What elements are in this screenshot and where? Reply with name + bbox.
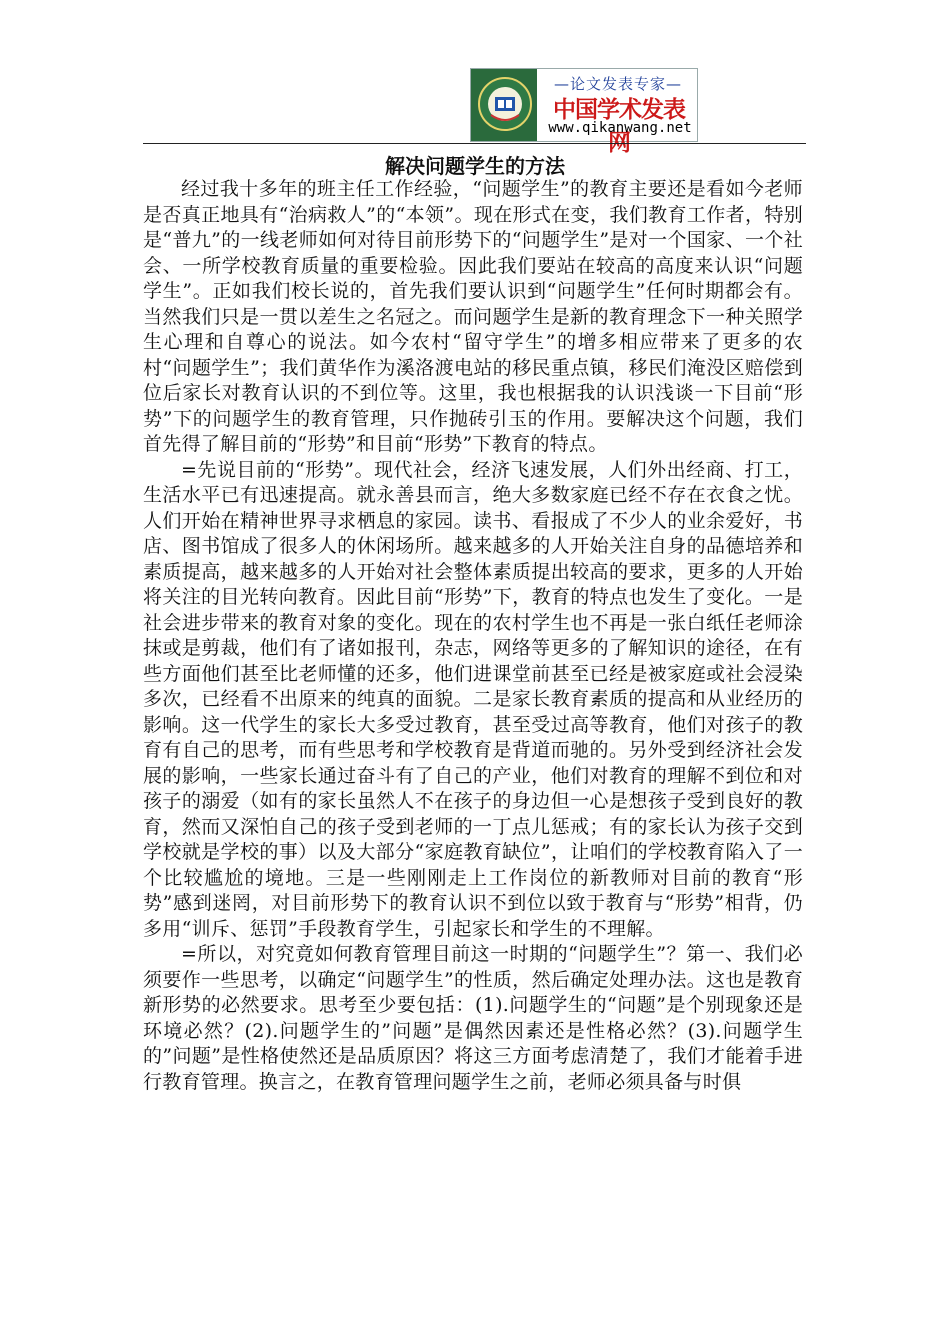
header-banner bbox=[470, 68, 698, 156]
banner-tagline: —论文发表专家— bbox=[553, 75, 682, 93]
paragraph-3: =所以，对究竟如何教育管理目前这一时期的“问题学生”？第一、我们必须要作一些思考，以确定“问题学生”的性质，然后确定处理办法。这也是教育新形势的必然要求。思考至少要包括：(1).问题学生的“问题”是个别现象还是环境必然？(2).问题学生的”问题”是偶然因素还是性格必然？(3).问题学生的”问题”是性格使然还是品质原因？将这三方面考虑清楚了，我们才能着手进行教育管理。换言之，在教育管理问题学生之前，老师必须具备与时俱 bbox=[143, 943, 803, 1093]
document-body bbox=[143, 177, 803, 1095]
banner-url: www.qikanwang.net bbox=[548, 120, 692, 136]
emblem-logo-icon bbox=[477, 75, 533, 133]
banner-site-name: 中国学术发表网 bbox=[553, 97, 685, 156]
document-title: 解决问题学生的方法 bbox=[385, 154, 565, 178]
paragraph-2: =先说目前的“形势”。现代社会，经济飞速发展，人们外出经商、打工，生活水平已有迅速提高。就永善县而言，绝大多数家庭已经不存在衣食之忧。人们开始在精神世界寻求栖息的家园。读书、看报成了不少人的业余爱好，书店、图书馆成了很多人的休闲场所。越来越多的人开始关注自身的品德培养和素质提高，越来越多的人开始对社会整体素质提出较高的要求，更多的人开始将关注的目光转向教育。因此目前“形势”下，教育的特点也发生了变化。一是社会进步带来的教育对象的变化。现在的农村学生也不再是一张白纸任老师涂抹或是剪裁，他们有了诸如报刊，杂志，网络等更多的了解知识的途径，在有些方面他们甚至比老师懂的还多，他们进课堂前甚至已经是被家庭或社会浸染多次，已经看不出原来的纯真的面貌。二是家长教育素质的提高和从业经历的影响。这一代学生的家长大多受过教育，甚至受过高等教育，他们对孩子的教育有自己的思考，而有些思考和学校教育是背道而驰的。另外受到经济社会发展的影响，一些家长通过奋斗有了自己的产业，他们对教育的理解不到位和对孩子的溺爱（如有的家长虽然人不在孩子的身边但一心是想孩子受到良好的教育，然而又深怕自己的孩子受到老师的一丁点儿惩戒；有的家长认为孩子交到学校就是学校的事）以及大部分“家庭教育缺位”，让咱们的学校教育陷入了一个比较尴尬的境地。三是一些刚刚走上工作岗位的新教师对目前的教育“形势”感到迷罔，对目前形势下的教育认识不到位以致于教育与“形势”相背，仍多用“训斥、惩罚”手段教育学生，引起家长和学生的不理解。 bbox=[143, 458, 803, 940]
header-divider bbox=[143, 143, 806, 144]
paragraph-1: 经过我十多年的班主任工作经验，“问题学生”的教育主要还是看如今老师是否真正地具有“治病救人”的“本领”。现在形式在变，我们教育工作者，特别是“普九”的一线老师如何对待目前形势下的“问题学生”是对一个国家、一个社会、一所学校教育质量的重要检验。因此我们要站在较高的高度来认识“问题学生”。正如我们校长说的，首先我们要认识到“问题学生”任何时期都会有。当然我们只是一贯以差生之名冠之。而问题学生是新的教育理念下一种关照学生心理和自尊心的说法。如今农村“留守学生”的增多相应带来了更多的农村“问题学生”；我们黄华作为溪洛渡电站的移民重点镇，移民们淹没区赔偿到位后家长对教育认识的不到位等。这里，我也根据我的认识浅谈一下目前“形势”下的问题学生的教育管理，只作抛砖引玉的作用。要解决这个问题，我们首先得了解目前的“形势”和目前“形势”下教育的特点。 bbox=[143, 178, 803, 455]
